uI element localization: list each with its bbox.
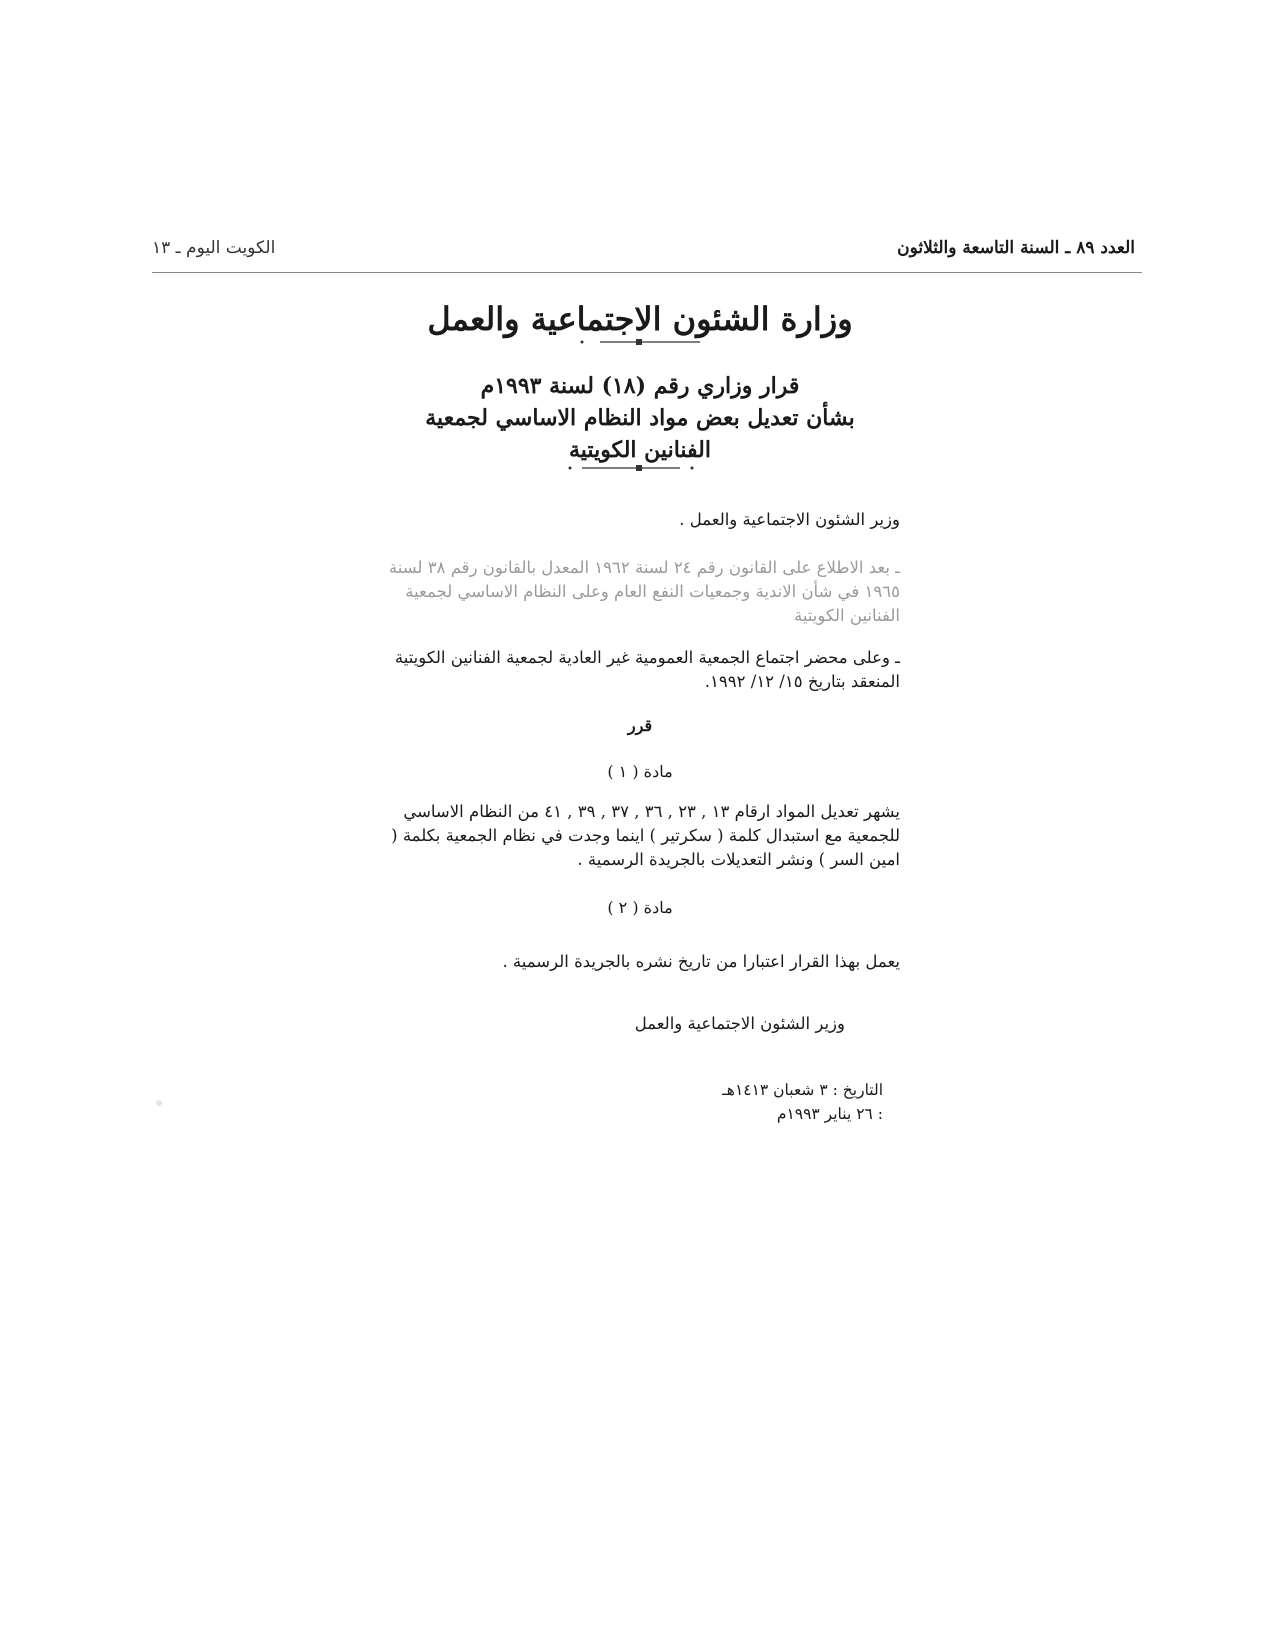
ornament-divider-2 — [540, 462, 740, 474]
article-1-title: مادة ( ١ ) — [607, 762, 673, 781]
decision-dates — [722, 1078, 883, 1126]
date-hijri: التاريخ : ٣ شعبان ١٤١٣هـ — [722, 1081, 883, 1099]
scan-mark — [156, 1100, 162, 1106]
preamble-law-reference: ـ بعد الاطلاع على القانون رقم ٢٤ لسنة ١٩٦٢ المعدل بالقانون رقم ٣٨ لسنة ١٩٦٥ في شأن الاندية وجمعيات النفع العام وعلى النظام الاساسي لجمعية الفنانين الكويتية — [388, 558, 900, 625]
header-divider — [152, 272, 1142, 273]
preamble-assembly-minutes: ـ وعلى محضر اجتماع الجمعية العمومية غير العادية لجمعية الفنانين الكويتية المنعقد بتاريخ ١٥/ ١٢/ ١٩٩٢. — [394, 648, 900, 691]
minister-signature: وزير الشئون الاجتماعية والعمل — [634, 1014, 845, 1033]
ornament-divider — [540, 336, 740, 348]
publication-page: الكويت اليوم ـ ١٣ — [152, 238, 276, 258]
issue-number: العدد ٨٩ ـ السنة التاسعة والثلاثون — [897, 238, 1135, 258]
article-2-text: يعمل بهذا القرار اعتبارا من تاريخ نشره بالجريدة الرسمية . — [502, 952, 900, 971]
decision-title-line-2: بشأن تعديل بعض مواد النظام الاساسي لجمعية — [425, 405, 855, 431]
article-1-text: يشهر تعديل المواد ارقام ١٣ , ٢٣ , ٣٦ , ٣٧ , ٣٩ , ٤١ من النظام الاساسي للجمعية مع استبدال كلمة ( سكرتير ) اينما وجدت في نظام الجمعية بكلمة ( امين السر ) ونشر التعديلات بالجريدة الرسمية . — [391, 802, 900, 869]
article-2-title: مادة ( ٢ ) — [607, 898, 673, 917]
decision-title-line-1: قرار وزاري رقم (١٨) لسنة ١٩٩٣م — [480, 373, 800, 399]
date-gregorian: : ٢٦ يناير ١٩٩٣م — [776, 1105, 883, 1123]
decision-title — [340, 370, 940, 466]
decision-title-line-3: الفنانين الكويتية — [569, 437, 711, 463]
ministry-title: وزارة الشئون الاجتماعية والعمل — [427, 300, 853, 338]
decides-heading: قرر — [627, 716, 653, 735]
minister-heading: وزير الشئون الاجتماعية والعمل . — [679, 510, 900, 529]
